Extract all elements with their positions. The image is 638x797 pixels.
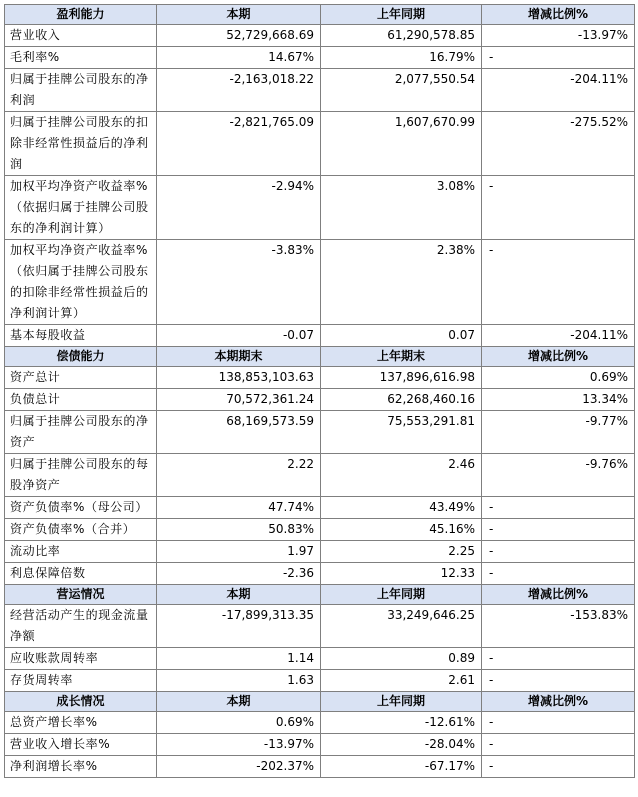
section-header-profitability <box>5 5 635 25</box>
header-cell: 盈利能力 <box>5 5 157 25</box>
row-label: 加权平均净资产收益率%（依据归属于挂牌公司股东的净利润计算） <box>5 176 157 240</box>
table-row <box>5 454 635 497</box>
header-cell: 上年同期 <box>321 5 482 25</box>
financial-indicators-table <box>4 4 635 778</box>
row-label: 归属于挂牌公司股东的每股净资产 <box>5 454 157 497</box>
row-label: 净利润增长率% <box>5 756 157 778</box>
row-label: 营业收入增长率% <box>5 734 157 756</box>
table-row <box>5 176 635 240</box>
current-value: 1.63 <box>157 670 321 692</box>
section-header-solvency <box>5 347 635 367</box>
change-value: - <box>482 756 635 778</box>
previous-value: 2.46 <box>321 454 482 497</box>
change-value: -153.83% <box>482 605 635 648</box>
table-row <box>5 497 635 519</box>
change-value: -275.52% <box>482 112 635 176</box>
row-label: 归属于挂牌公司股东的净利润 <box>5 69 157 112</box>
current-value: 14.67% <box>157 47 321 69</box>
header-cell: 上年同期 <box>321 692 482 712</box>
change-value: - <box>482 541 635 563</box>
previous-value: 137,896,616.98 <box>321 367 482 389</box>
row-label: 利息保障倍数 <box>5 563 157 585</box>
header-cell: 增减比例% <box>482 585 635 605</box>
table-row <box>5 47 635 69</box>
table-row <box>5 325 635 347</box>
change-value: -204.11% <box>482 325 635 347</box>
change-value: -9.76% <box>482 454 635 497</box>
row-label: 加权平均净资产收益率%（依归属于挂牌公司股东的扣除非经常性损益后的净利润计算） <box>5 240 157 325</box>
current-value: -13.97% <box>157 734 321 756</box>
header-cell: 上年同期 <box>321 585 482 605</box>
section-header-operations <box>5 585 635 605</box>
row-label: 归属于挂牌公司股东的净资产 <box>5 411 157 454</box>
previous-value: 45.16% <box>321 519 482 541</box>
header-cell: 营运情况 <box>5 585 157 605</box>
change-value: - <box>482 563 635 585</box>
table-row <box>5 367 635 389</box>
previous-value: 33,249,646.25 <box>321 605 482 648</box>
previous-value: 0.89 <box>321 648 482 670</box>
current-value: -17,899,313.35 <box>157 605 321 648</box>
header-cell: 偿债能力 <box>5 347 157 367</box>
change-value: - <box>482 648 635 670</box>
change-value: 13.34% <box>482 389 635 411</box>
header-cell: 本期 <box>157 692 321 712</box>
previous-value: -67.17% <box>321 756 482 778</box>
header-cell: 本期 <box>157 5 321 25</box>
current-value: -0.07 <box>157 325 321 347</box>
change-value: - <box>482 712 635 734</box>
previous-value: 2.38% <box>321 240 482 325</box>
section-header-growth <box>5 692 635 712</box>
table-row <box>5 69 635 112</box>
previous-value: 2.25 <box>321 541 482 563</box>
previous-value: 1,607,670.99 <box>321 112 482 176</box>
current-value: 138,853,103.63 <box>157 367 321 389</box>
current-value: 1.97 <box>157 541 321 563</box>
previous-value: 16.79% <box>321 47 482 69</box>
current-value: 68,169,573.59 <box>157 411 321 454</box>
change-value: - <box>482 670 635 692</box>
change-value: -13.97% <box>482 25 635 47</box>
header-cell: 本期 <box>157 585 321 605</box>
previous-value: 43.49% <box>321 497 482 519</box>
current-value: -2.94% <box>157 176 321 240</box>
current-value: 47.74% <box>157 497 321 519</box>
change-value: - <box>482 734 635 756</box>
header-cell: 增减比例% <box>482 5 635 25</box>
row-label: 营业收入 <box>5 25 157 47</box>
table-row <box>5 25 635 47</box>
change-value: - <box>482 47 635 69</box>
previous-value: 12.33 <box>321 563 482 585</box>
change-value: - <box>482 519 635 541</box>
row-label: 经营活动产生的现金流量净额 <box>5 605 157 648</box>
previous-value: 62,268,460.16 <box>321 389 482 411</box>
header-cell: 上年期末 <box>321 347 482 367</box>
current-value: -2,821,765.09 <box>157 112 321 176</box>
table-row <box>5 712 635 734</box>
table-row <box>5 670 635 692</box>
table-row <box>5 112 635 176</box>
previous-value: 75,553,291.81 <box>321 411 482 454</box>
current-value: 2.22 <box>157 454 321 497</box>
change-value: -204.11% <box>482 69 635 112</box>
header-cell: 增减比例% <box>482 692 635 712</box>
row-label: 资产负债率%（母公司） <box>5 497 157 519</box>
current-value: 70,572,361.24 <box>157 389 321 411</box>
previous-value: -28.04% <box>321 734 482 756</box>
row-label: 总资产增长率% <box>5 712 157 734</box>
table-row <box>5 563 635 585</box>
header-cell: 本期期末 <box>157 347 321 367</box>
change-value: -9.77% <box>482 411 635 454</box>
change-value: - <box>482 497 635 519</box>
current-value: -202.37% <box>157 756 321 778</box>
row-label: 归属于挂牌公司股东的扣除非经常性损益后的净利润 <box>5 112 157 176</box>
current-value: 0.69% <box>157 712 321 734</box>
previous-value: 61,290,578.85 <box>321 25 482 47</box>
row-label: 流动比率 <box>5 541 157 563</box>
current-value: -3.83% <box>157 240 321 325</box>
financial-table-container <box>4 4 635 778</box>
previous-value: 0.07 <box>321 325 482 347</box>
header-cell: 增减比例% <box>482 347 635 367</box>
table-row <box>5 756 635 778</box>
row-label: 毛利率% <box>5 47 157 69</box>
change-value: 0.69% <box>482 367 635 389</box>
row-label: 应收账款周转率 <box>5 648 157 670</box>
current-value: -2,163,018.22 <box>157 69 321 112</box>
row-label: 资产负债率%（合并） <box>5 519 157 541</box>
previous-value: 3.08% <box>321 176 482 240</box>
row-label: 负债总计 <box>5 389 157 411</box>
header-cell: 成长情况 <box>5 692 157 712</box>
current-value: 50.83% <box>157 519 321 541</box>
previous-value: 2,077,550.54 <box>321 69 482 112</box>
change-value: - <box>482 176 635 240</box>
table-row <box>5 240 635 325</box>
row-label: 存货周转率 <box>5 670 157 692</box>
change-value: - <box>482 240 635 325</box>
previous-value: 2.61 <box>321 670 482 692</box>
row-label: 资产总计 <box>5 367 157 389</box>
current-value: 52,729,668.69 <box>157 25 321 47</box>
current-value: -2.36 <box>157 563 321 585</box>
table-row <box>5 389 635 411</box>
table-row <box>5 519 635 541</box>
table-row <box>5 411 635 454</box>
current-value: 1.14 <box>157 648 321 670</box>
table-row <box>5 648 635 670</box>
row-label: 基本每股收益 <box>5 325 157 347</box>
table-row <box>5 734 635 756</box>
table-row <box>5 605 635 648</box>
previous-value: -12.61% <box>321 712 482 734</box>
table-row <box>5 541 635 563</box>
